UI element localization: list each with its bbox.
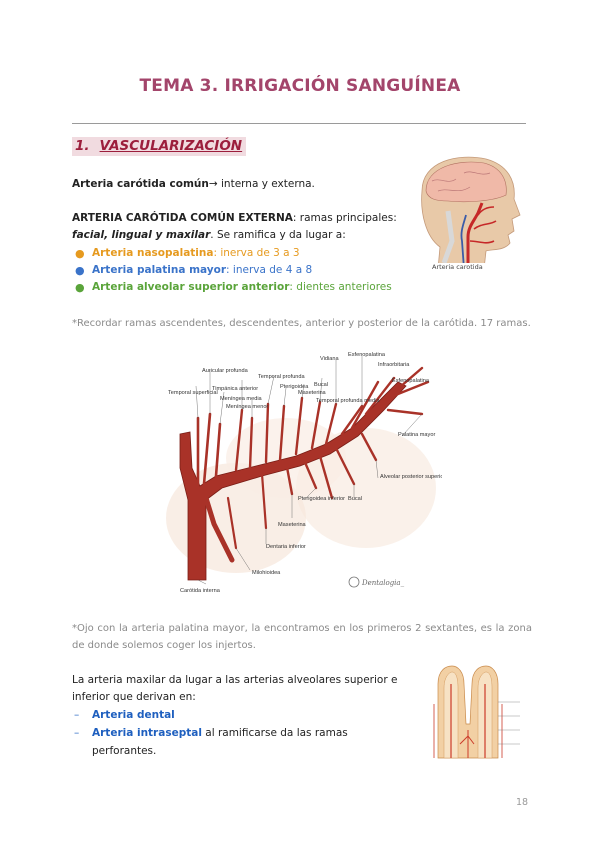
- dash-item-dental: [72, 706, 412, 724]
- page-title: TEMA 3. IRRIGACIÓN SANGUÍNEA: [139, 76, 461, 96]
- label-pterigoidea-inferior: Pterigoidea inferior: [298, 496, 345, 502]
- alveolar-tooth-image: [430, 664, 522, 760]
- label-milohioidea: Milohioidea: [252, 570, 281, 576]
- bullet-name: Arteria nasopalatina: [92, 247, 214, 259]
- paragraph-carotida-externa: [72, 210, 407, 244]
- p2-bold: ARTERIA CARÓTIDA COMÚN EXTERNA: [72, 212, 293, 224]
- label-temporal-profunda-media: Temporal profunda media: [316, 398, 380, 404]
- dash-item-rest: al ramificarse da las ramas perforantes.: [92, 727, 348, 757]
- dash-item-intraseptal: [72, 724, 412, 760]
- p1-bold: Arteria carótida común: [72, 178, 209, 190]
- head-illustration: [408, 151, 524, 273]
- paragraph-carotida-comun: [72, 176, 402, 193]
- bullet-desc: : dientes anteriores: [289, 281, 392, 293]
- p2-mid: : ramas principales:: [292, 212, 397, 224]
- bullet-name: Arteria palatina mayor: [92, 264, 227, 276]
- label-esfenopalatina-top: Esfenopalatina: [348, 352, 386, 358]
- bullet-nasopalatina: [72, 245, 402, 262]
- bullet-desc: : inerva de 3 a 3: [213, 247, 300, 259]
- page-number: 18: [516, 797, 529, 808]
- label-maseterina-inf: Maseterina: [278, 522, 306, 528]
- dash-item-name: Arteria intraseptal: [92, 727, 202, 739]
- section-label: VASCULARIZACIÓN: [99, 138, 243, 154]
- note-palatina-mayor: *Ojo con la arteria palatina mayor, la encontramos en los primeros 2 sextantes, es la zona de donde solemos coger los injertos.: [72, 623, 532, 651]
- head-carotid-image: [408, 151, 524, 273]
- watermark: Dentalogia_: [362, 579, 405, 587]
- bullet-dot-icon: ●: [75, 247, 85, 260]
- dash-icon: –: [74, 709, 80, 721]
- bullet-desc: : inerva de 4 a 8: [226, 264, 313, 276]
- alveolar-branch-list: [72, 706, 412, 760]
- artery-diagram-svg: [166, 348, 442, 600]
- title-divider: [72, 123, 526, 124]
- label-carotida-interna: Carótida interna: [180, 588, 220, 594]
- bullet-alveolar-superior: [72, 279, 402, 296]
- label-auricular-profunda: Auricular profunda: [202, 368, 248, 374]
- p1-rest: → interna y externa.: [208, 178, 315, 190]
- label-temporal-profunda: Temporal profunda: [258, 374, 305, 380]
- branch-list: [72, 245, 402, 296]
- p2-bi1: facial,: [72, 229, 109, 241]
- section-number: 1.: [75, 138, 90, 154]
- label-meningea-menor: Meníngea menor: [226, 404, 269, 410]
- p2-bi2: lingual y maxilar: [111, 229, 211, 241]
- label-maseterina: Maseterina: [298, 390, 326, 396]
- label-bucal: Bucal: [348, 496, 362, 502]
- maxillary-artery-diagram: [166, 348, 442, 600]
- label-meningea-media: Meníngea media: [220, 396, 262, 402]
- label-vidiana: Vidiana: [320, 356, 339, 362]
- head-caption: Arteria carotida: [432, 263, 483, 271]
- p2-end: . Se ramifica y da lugar a:: [210, 229, 346, 241]
- label-pterigoidea: Pterigoidea: [280, 384, 309, 390]
- bullet-dot-icon: ●: [75, 264, 85, 277]
- label-alveolar-posterior-superior: Alveolar posterior superior: [380, 474, 442, 480]
- bullet-dot-icon: ●: [75, 281, 85, 294]
- paragraph-arteria-maxilar: La arteria maxilar da lugar a las arterias alveolares superior e inferior que derivan en:: [72, 674, 398, 703]
- label-esfenopalatina: Esfenopalatina: [392, 378, 430, 384]
- label-dentaria-inferior: Dentaria inferior: [266, 544, 306, 550]
- bullet-name: Arteria alveolar superior anterior: [92, 281, 290, 293]
- label-temporal-superficial: Temporal superficial: [168, 390, 218, 396]
- label-palatina-mayor: Palatina mayor: [398, 432, 436, 438]
- tooth-illustration: [430, 664, 522, 760]
- label-infraorbitaria: Infraorbitaria: [378, 362, 410, 368]
- note-ramas: *Recordar ramas ascendentes, descendentes, anterior y posterior de la carótida. 17 ramas.: [72, 318, 531, 329]
- label-timpanica-anterior: Timpánica anterior: [212, 386, 259, 392]
- dash-item-name: Arteria dental: [92, 709, 175, 721]
- bullet-palatina-mayor: [72, 262, 402, 279]
- dash-icon: –: [74, 727, 80, 739]
- section-heading: [72, 137, 246, 156]
- label-bucal-top: Bucal: [314, 382, 328, 388]
